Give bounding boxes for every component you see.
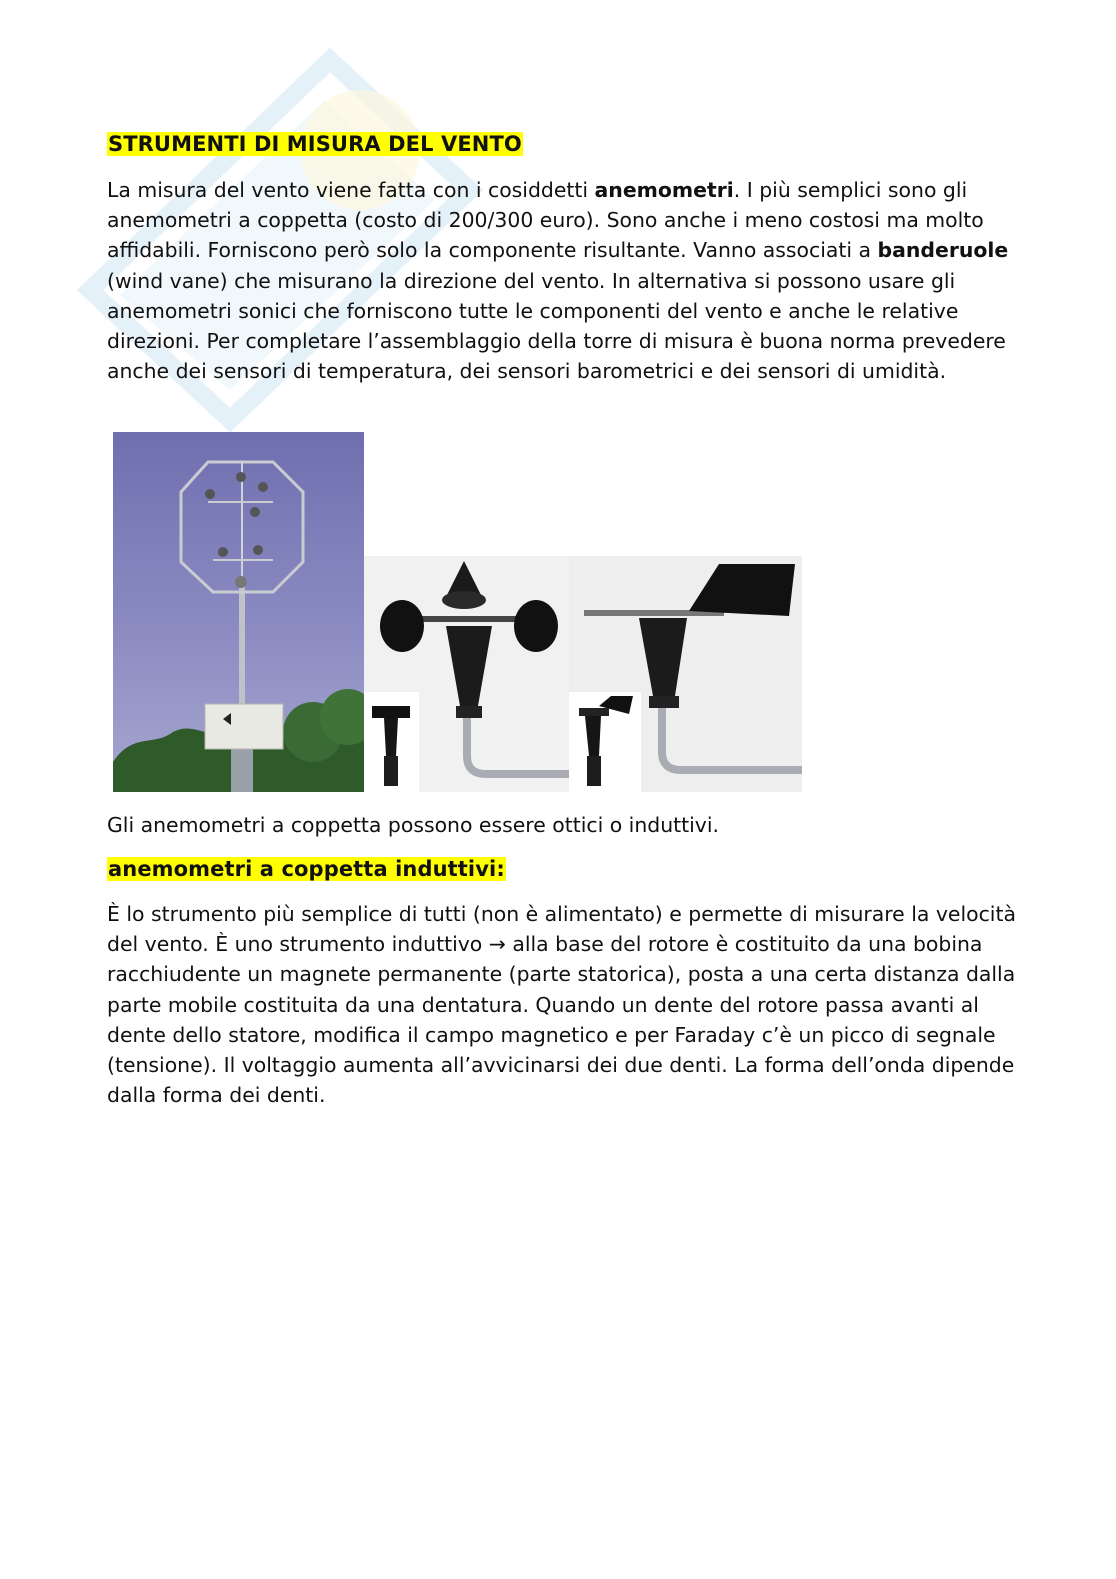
intro-paragraph: La misura del vento viene fatta con i cosiddetti anemometri. I più semplici sono gli anemometri a coppetta (costo di 200/300 euro). Sono anche i meno costosi ma molto affidabili. Forniscono però solo la componente risultante. Vanno associati a banderuole (wind vane) che misurano la direzione del vento. In alternativa si possono usare gli anemometri sonici che forniscono tutte le componenti del vento e anche le relative direzioni. Per completare l’assemblaggio della torre di misura è buona norma prevedere anche dei sensori di temperatura, dei sensori barometrici e dei sensori di umidità. [107,178,1009,384]
section-heading-inductive-anemometers: anemometri a coppetta induttivi: [108,857,505,881]
inductive-paragraph: È lo strumento più semplice di tutti (non è alimentato) e permette di misurare la velocità del vento. È uno strumento induttivo → alla base del rotore è costituito da una bobina racchiudente un magnete permanente (parte statorica), posta a una certa distanza dalla parte mobile costituita da una dentatura. Quando un dente del rotore passa avanti al dente dello statore, modifica il campo magnetico e per Faraday c’è un picco di segnale (tensione). Il voltaggio aumenta all’avvicinarsi dei due denti. La forma dell’onda dipende dalla forma dei denti. [107,902,1016,1108]
cup-anemometer-photo [364,556,569,792]
figure-caption: Gli anemometri a coppetta possono essere ottici o induttivi. [107,813,719,837]
section-heading-wind-instruments: STRUMENTI DI MISURA DEL VENTO [108,132,522,156]
wind-vane-photo [569,556,802,792]
sonic-anemometer-photo [113,432,364,792]
